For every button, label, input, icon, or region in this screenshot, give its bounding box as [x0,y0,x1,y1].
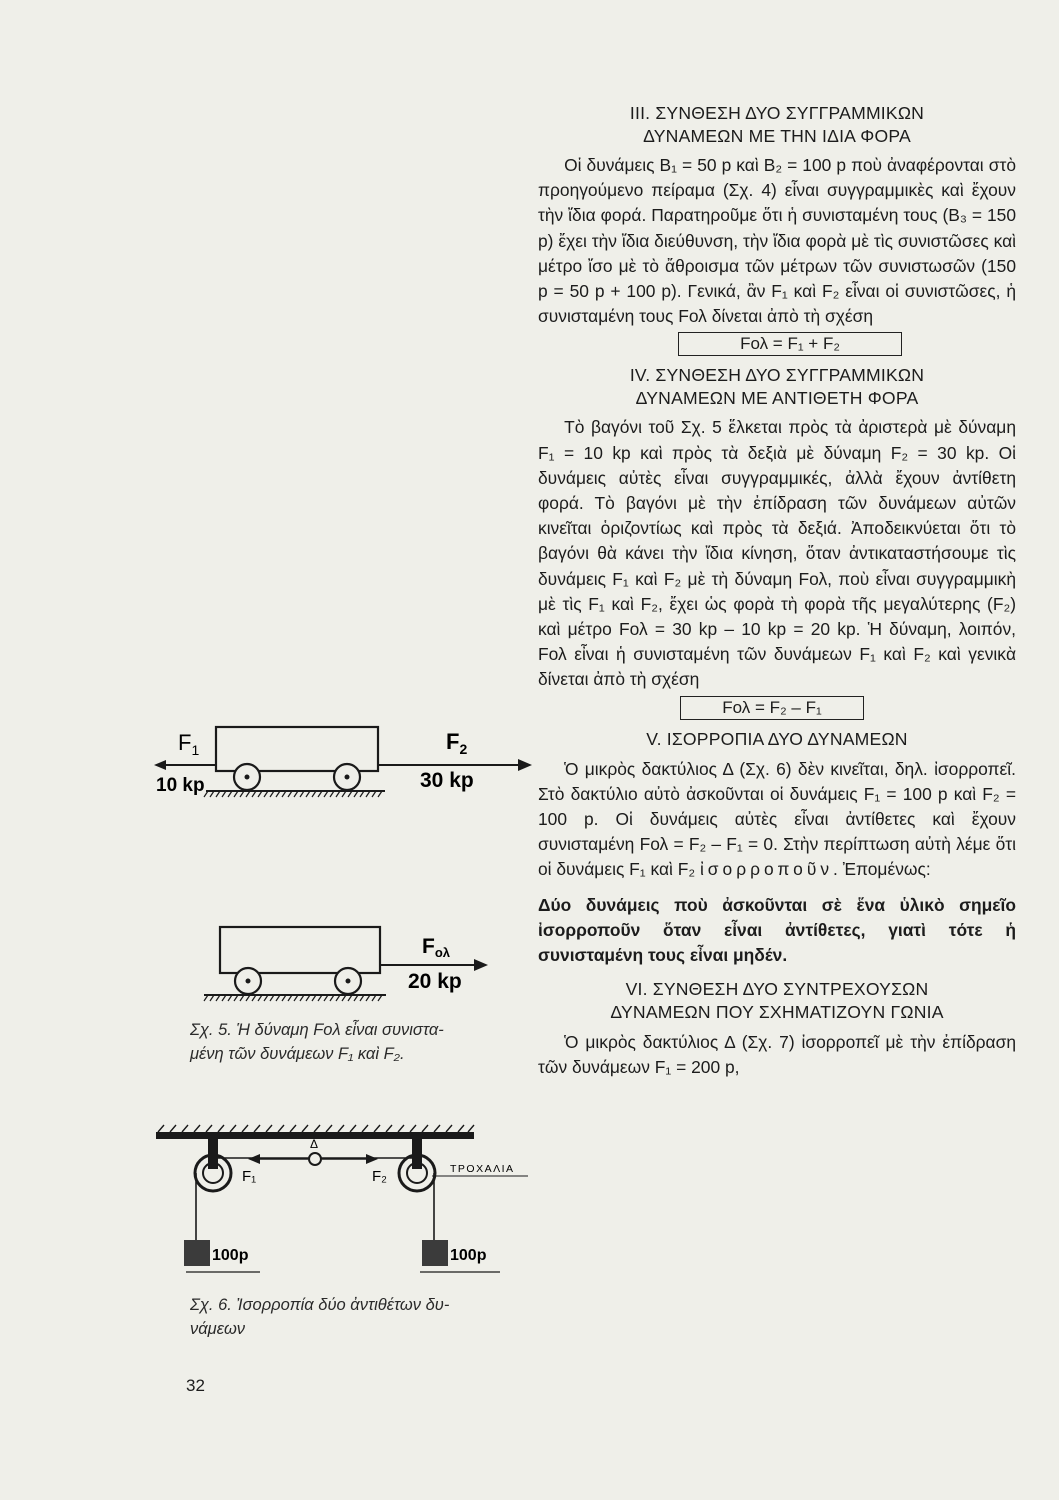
arrowhead-right [518,759,532,771]
f1-label: $F_1$ [178,730,200,758]
f1-label: F₁ [242,1168,257,1185]
heading-section-3 [538,102,1016,148]
paragraph-section-6: Ὁ μικρὸς δακτύλιος Δ (Σχ. 7) ἰσορροπεῖ μὲ τὴν ἐπίδραση τῶν δυνάμεων F₁ = 200 p, [538,1031,1016,1077]
paragraph-text: . Ἐπομένως: [833,859,931,880]
wheel-axle [346,979,351,984]
resultant-label: Fολ [422,935,450,960]
resultant-value: 20 kp [408,970,462,993]
pulley-label: ΤΡΟΧΑΛΙΑ [450,1163,515,1175]
f2-value: 30 kp [420,769,474,792]
f2-label: F₂ [372,1168,387,1185]
heading-line: ΔΥΝΑΜΕΩΝ ΜΕ ΑΝΤΙΘΕΤΗ ΦΟΡΑ [635,388,919,409]
wheel-axle [245,775,250,780]
caption-line: νάμεων [190,1320,246,1338]
heading-section-4 [538,364,1016,410]
figure-5-caption [190,1018,444,1066]
caption-line: Σχ. 6. Ἰσορροπία δύο ἀντιθέτων δυ- [190,1296,450,1314]
ceiling-hatch [158,1125,474,1132]
weight-right-label: 100p [450,1247,487,1264]
figure-5-top [150,715,540,815]
figure-5-bottom [200,915,500,1010]
heading-line: VI. ΣΥΝΘΕΣΗ ΔΥΟ ΣΥΝΤΡΕΧΟΥΣΩΝ [625,978,929,999]
wheel-axle [246,979,251,984]
f2-label: $F_2$ [446,729,468,757]
heading-line: ΔΥΝΑΜΕΩΝ ΜΕ ΤΗΝ ΙΔΙΑ ΦΟΡΑ [643,126,911,146]
arrowhead-right [366,1154,378,1164]
ring-label: Δ [310,1137,319,1151]
heading-line: V. ΙΣΟΡΡΟΠΙΑ ΔΥΟ ΔΥΝΑΜΕΩΝ [646,728,908,749]
wagon-body [220,927,380,973]
paragraph-section-4: Τὸ βαγόνι τοῦ Σχ. 5 ἕλκεται πρὸς τὰ ἀριστερὰ μὲ δύναμη F₁ = 10 kp καὶ πρὸς τὰ δεξιὰ μὲ δύναμη F₂ = 30 kp. Οἱ δυνάμεις αὐτὲς εἶναι συγγραμμικές, ἀλλὰ ἔχουν ἀντίθετη φορά. Τὸ βαγόνι μὲ τὴν ἐπίδραση τῶν δυνάμεων αὐτῶν κινεῖται ὁριζοντίως καὶ πρὸς τὰ δεξιά. Ἀποδεικνύεται ὅτι τὸ βαγόνι θὰ κάνει τὴν ἴδια κίνηση, ὅταν ἀντικαταστήσουμε τὶς δυνάμεις F₁ καὶ F₂ μὲ τὴ δύναμη Fολ, ποὺ εἶναι συγγραμμικὴ μὲ τὶς F₁ καὶ F₂, ἔχει ὡς φορὰ τὴ φορὰ τῆς μεγαλύτερης (F₂) καὶ μέτρο Fολ = 30 kp – 10 kp = 20 kp. Ἡ δύναμη, λοιπόν, Fολ εἶναι ἡ συνισταμένη τῶν δυνάμεων F₁ καὶ F₂ καὶ γενικὰ δίνεται ἀπὸ τὴ σχέση [538,417,1016,690]
arrowhead-left [248,1154,260,1164]
heading-line: ΔΥΝΑΜΕΩΝ ΠΟΥ ΣΧΗΜΑΤΙΖΟΥΝ ΓΩΝΙΑ [610,1001,944,1022]
f1-value: 10 kp [156,775,205,796]
wheel-axle [345,775,350,780]
figure-6 [150,1118,535,1278]
heading-line: III. ΣΥΝΘΕΣΗ ΔΥΟ ΣΥΓΓΡΑΜΜΙΚΩΝ [629,103,925,123]
weight-left-label: 100p [212,1247,249,1264]
arrowhead-left [154,760,166,770]
page-number: 32 [186,1376,205,1395]
formula-sum: Fολ = F₁ + F₂ [678,332,902,356]
paragraph-text: Ὁ μικρὸς δακτύλιος Δ (Σχ. 6) δὲν κινεῖται, δηλ. ἰσορροπεῖ. Στὸ δακτύλιο αὐτὸ ἀσκοῦνται οἱ δυνάμεις F₁ = 100 p καὶ F₂ = 100 p. Οἱ δυνάμεις αὐτὲς εἶναι ἀντίθετες καὶ ἔχουν συνισταμένη Fολ = F₂ – F₁ = 0. Στὴν περίπτωση αὐτὴ λέμε ὅτι οἱ δυνάμεις F₁ καὶ F₂ [538,758,1016,880]
heading-line: IV. ΣΥΝΘΕΣΗ ΔΥΟ ΣΥΓΓΡΑΜΜΙΚΩΝ [629,365,925,386]
bold-statement: Δύο δυνάμεις ποὺ ἀσκοῦνται σὲ ἕνα ὑλικὸ σημεῖο ἰσορροποῦν ὅταν εἶναι ἀντίθετες, γιατὶ τότε ἡ συνισταμένη τους εἶναι μηδέν. [538,894,1016,965]
paragraph-section-3: Οἱ δυνάμεις B₁ = 50 p καὶ B₂ = 100 p ποὺ ἀναφέρονται στὸ προηγούμενο πείραμα (Σχ. 4) εἶναι συγγραμμικὲς καὶ ἔχουν τὴν ἴδια φορά. Παρατηροῦμε ὅτι ἡ συνισταμένη τους (B₃ = 150 p) ἔχει τὴν ἴδια διεύθυνση, τὴν ἴδια φορὰ μὲ τὶς συνιστῶσες καὶ μέτρο ἴσο μὲ τὸ ἄθροισμα τῶν μέτρων τῶν συνιστωσῶν (150 p = 50 p + 100 p). Γενικά, ἂν F₁ καὶ F₂ εἶναι οἱ συνιστῶσες, ἡ συνισταμένη τους Fολ δίνεται ἀπὸ τὴ σχέση [538,155,1016,327]
caption-line: Σχ. 5. Ἡ δύναμη Fολ εἶναι συνιστα- [190,1021,444,1039]
weight-left [184,1240,210,1266]
caption-line: μένη τῶν δυνάμεων F₁ καὶ F₂. [190,1045,405,1063]
weight-right [422,1240,448,1266]
paragraph-section-5 [538,757,1016,883]
spaced-word: ἰσορροποῦν [699,859,834,880]
arrowhead-right [474,959,488,971]
ring-delta [309,1153,321,1165]
wagon-body [216,727,378,771]
text-column [538,102,1016,1080]
formula-difference: Fολ = F₂ – F₁ [680,696,864,720]
heading-section-6 [538,978,1016,1024]
heading-section-5 [538,728,1016,751]
figure-6-caption [190,1293,449,1341]
